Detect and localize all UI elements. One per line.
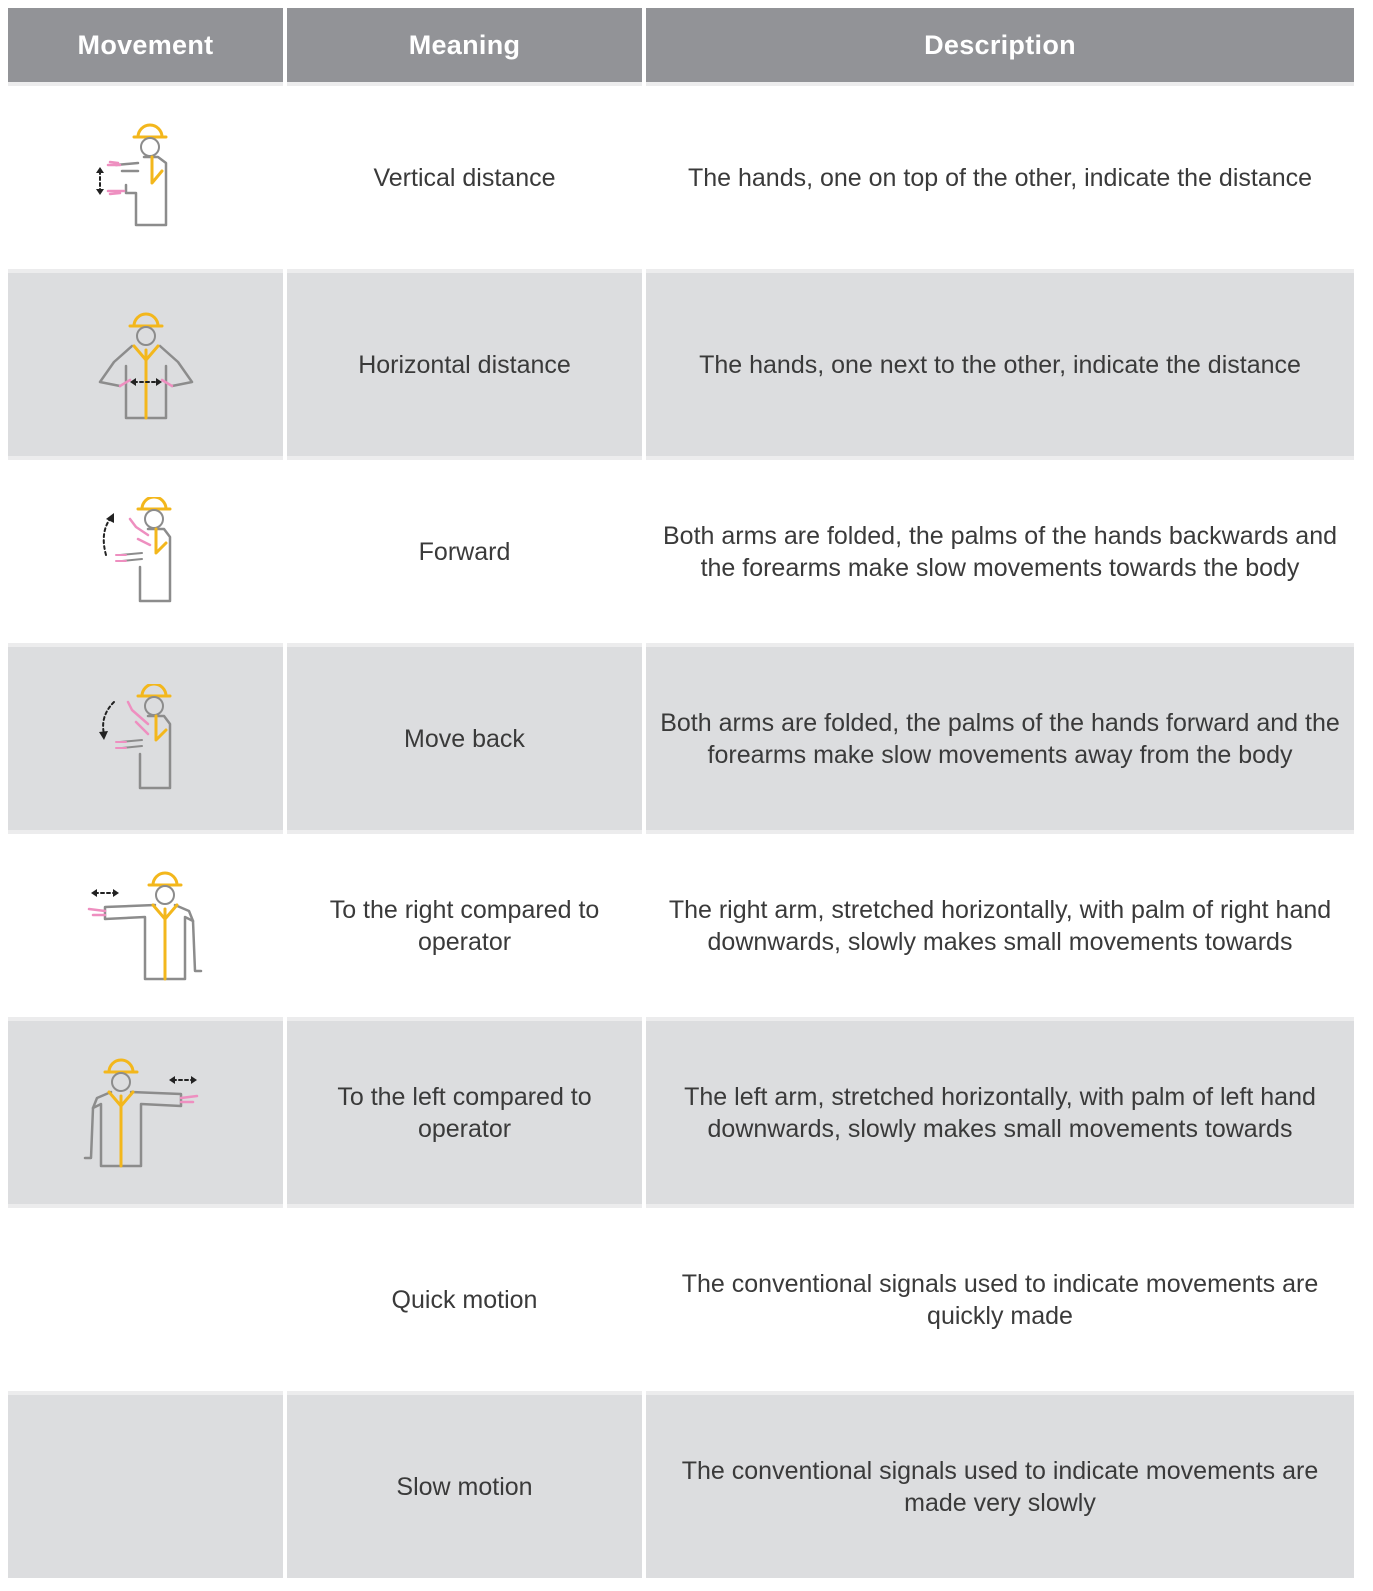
movement-cell bbox=[8, 269, 283, 456]
signal-move-back-icon bbox=[86, 684, 206, 794]
description-cell: The right arm, stretched horizontally, with palm of right hand downwards, slowly makes small movements towards bbox=[646, 830, 1354, 1017]
movement-cell bbox=[8, 456, 283, 643]
meaning-cell: To the right compared to operator bbox=[287, 830, 642, 1017]
signal-left-icon bbox=[81, 1058, 211, 1168]
header-description: Description bbox=[646, 8, 1354, 82]
description-cell: The conventional signals used to indicate movements are made very slowly bbox=[646, 1391, 1354, 1578]
description-cell: The left arm, stretched horizontally, with palm of left hand downwards, slowly makes small movements towards bbox=[646, 1017, 1354, 1204]
meaning-cell: Vertical distance bbox=[287, 82, 642, 269]
movement-cell bbox=[8, 1017, 283, 1204]
header-movement: Movement bbox=[8, 8, 283, 82]
meaning-cell: Forward bbox=[287, 456, 642, 643]
description-cell: Both arms are folded, the palms of the hands backwards and the forearms make slow movements towards the body bbox=[646, 456, 1354, 643]
signal-right-icon bbox=[81, 871, 211, 981]
signal-horizontal-distance-icon bbox=[86, 310, 206, 420]
movement-cell bbox=[8, 1204, 283, 1391]
header-meaning: Meaning bbox=[287, 8, 642, 82]
description-cell: Both arms are folded, the palms of the hands forward and the forearms make slow movements away from the body bbox=[646, 643, 1354, 830]
description-cell: The hands, one on top of the other, indicate the distance bbox=[646, 82, 1354, 269]
signal-vertical-distance-icon bbox=[86, 123, 206, 233]
signals-table bbox=[8, 8, 1366, 1578]
description-cell: The conventional signals used to indicate movements are quickly made bbox=[646, 1204, 1354, 1391]
signal-forward-icon bbox=[86, 497, 206, 607]
movement-cell bbox=[8, 830, 283, 1017]
movement-cell bbox=[8, 643, 283, 830]
description-cell: The hands, one next to the other, indicate the distance bbox=[646, 269, 1354, 456]
movement-cell bbox=[8, 1391, 283, 1578]
meaning-cell: Move back bbox=[287, 643, 642, 830]
meaning-cell: Quick motion bbox=[287, 1204, 642, 1391]
meaning-cell: To the left compared to operator bbox=[287, 1017, 642, 1204]
meaning-cell: Slow motion bbox=[287, 1391, 642, 1578]
meaning-cell: Horizontal distance bbox=[287, 269, 642, 456]
movement-cell bbox=[8, 82, 283, 269]
